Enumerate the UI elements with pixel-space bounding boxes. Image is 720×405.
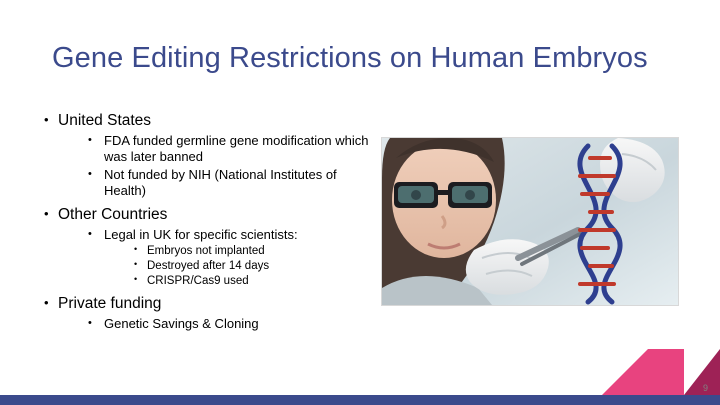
bullet-item — [134, 244, 374, 259]
bullet-item — [88, 227, 374, 289]
bullet-item — [88, 167, 374, 200]
bullet-item — [88, 316, 374, 333]
bullet-label: Destroyed after 14 days — [147, 260, 270, 273]
bullet-item — [134, 259, 374, 274]
bullet-label: CRISPR/Cas9 used — [147, 275, 249, 288]
slide-number: 9 — [702, 383, 708, 393]
bullet-list-level1 — [44, 111, 374, 332]
decoration-triangle-pink — [602, 349, 648, 395]
bullet-label: Private funding — [58, 295, 162, 313]
bullet-list-level2 — [58, 133, 374, 201]
bullet-item — [88, 133, 374, 166]
corner-decoration — [540, 335, 720, 395]
bullet-item — [134, 274, 374, 289]
bullet-label: Not funded by NIH (National Institutes of Health) — [104, 166, 337, 199]
bullet-label: FDA funded germline gene modification which was later banned — [104, 132, 369, 165]
bullet-item — [44, 205, 374, 289]
scientist-holding-dna-strand-photo — [381, 137, 679, 306]
bottom-accent-bar — [0, 395, 720, 405]
bullet-list-level2 — [58, 227, 374, 289]
bullet-label: Legal in UK for specific scientists: — [104, 226, 298, 242]
bullet-item — [44, 111, 374, 200]
bullet-list-level2 — [58, 316, 374, 333]
bullet-list-level3 — [104, 244, 374, 289]
slide-body — [44, 106, 374, 333]
bullet-label: Other Countries — [58, 206, 168, 224]
bullet-label: United States — [58, 112, 152, 129]
page-title: Gene Editing Restrictions on Human Embryos — [52, 42, 648, 75]
photo-graphic — [382, 138, 678, 305]
bullet-item — [44, 294, 374, 332]
bullet-label: Embryos not implanted — [147, 245, 265, 258]
decoration-rect-pink — [648, 349, 684, 395]
bullet-label: Genetic Savings & Cloning — [104, 315, 259, 331]
